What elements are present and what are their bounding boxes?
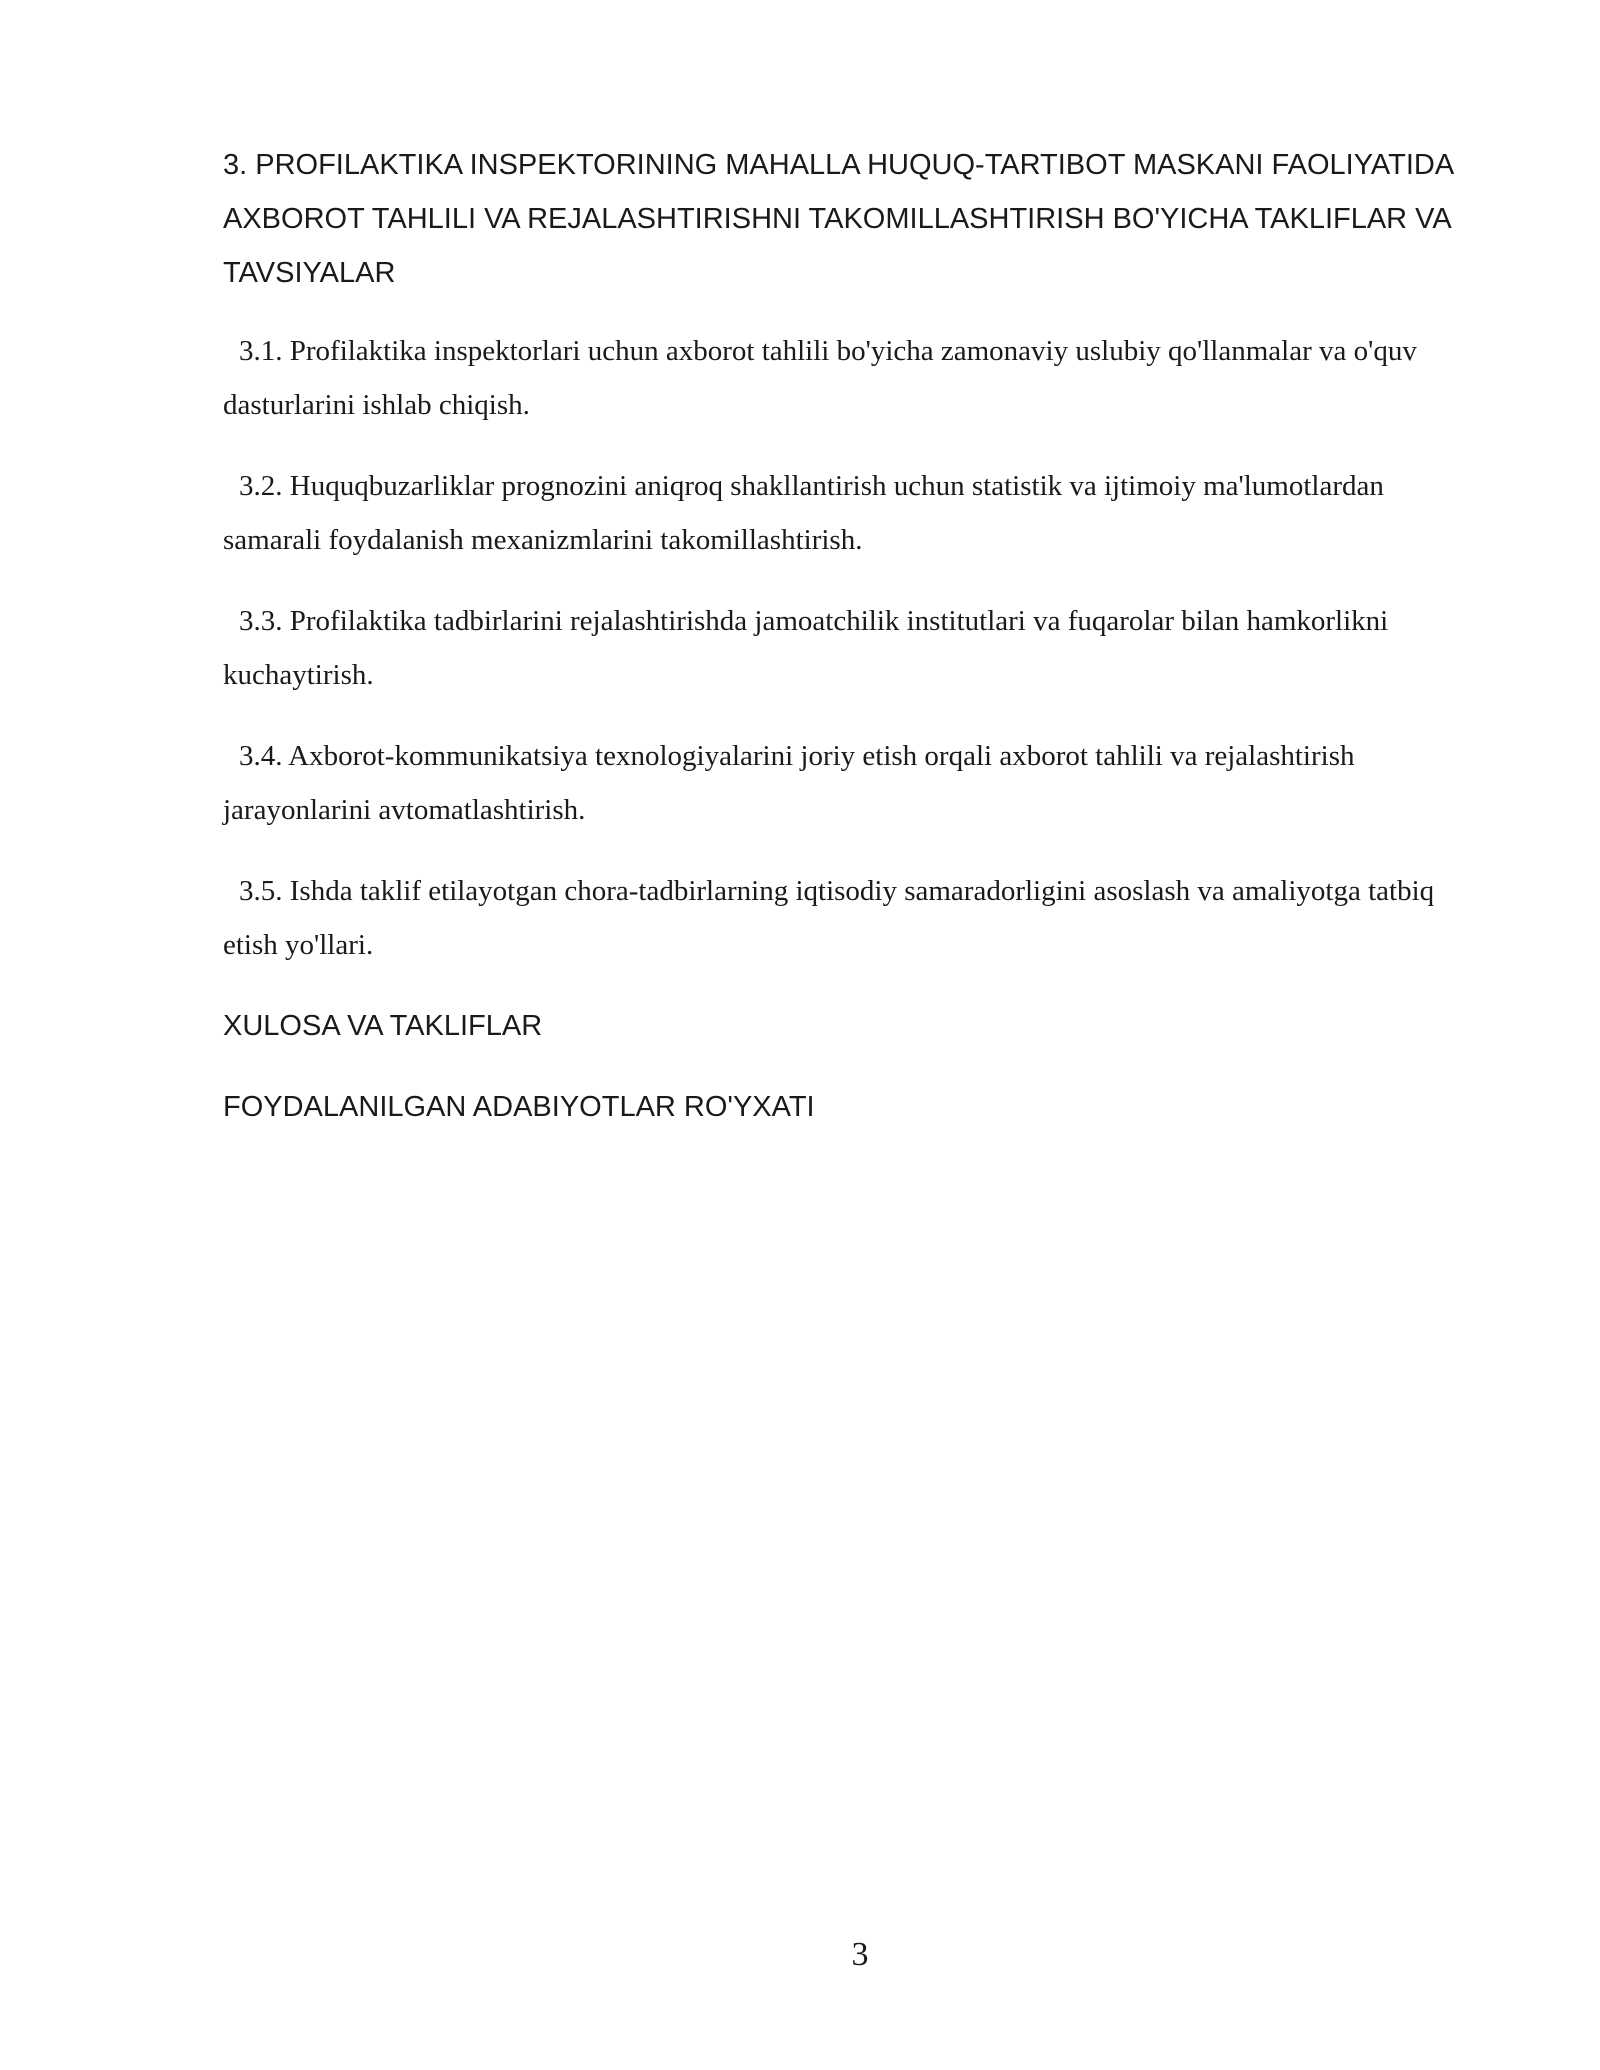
list-item-3-4: 3.4. Axborot-kommunikatsiya texnologiyalarini joriy etish orqali axborot tahlili va rejalashtirish jarayonlarini avtomatlashtirish. [223,740,1355,826]
list-item-3-1: 3.1. Profilaktika inspektorlari uchun axborot tahlili bo'yicha zamonaviy uslubiy qo'llanmalar va o'quv dasturlarini ishlab chiqish. [223,335,1417,421]
list-item-3-5: 3.5. Ishda taklif etilayotgan chora-tadbirlarning iqtisodiy samaradorligini asoslash va amaliyotga tatbiq etish yo'llari. [223,875,1435,961]
list-item-3-2: 3.2. Huquqbuzarliklar prognozini aniqroq shakllantirish uchun statistik va ijtimoiy ma'lumotlardan samarali foydalanish mexanizmlarini takomillashtirish. [223,470,1384,556]
references-heading: FOYDALANILGAN ADABIYOTLAR RO'YXATI [223,1091,815,1123]
section-heading: 3. PROFILAKTIKA INSPEKTORINING MAHALLA HUQUQ-TARTIBOT MASKANI FAOLIYATIDA AXBOROT TAHLILI VA REJALASHTIRISHNI TAKOMILLASHTIRISH BO'YICHA TAKLIFLAR VA TAVSIYALAR [223,149,1453,289]
page-content [223,138,1488,1161]
page-number: 3 [851,1936,869,1973]
list-item-3-3: 3.3. Profilaktika tadbirlarini rejalashtirishda jamoatchilik institutlari va fuqarolar bilan hamkorlikni kuchaytirish. [223,605,1389,691]
conclusion-heading: XULOSA VA TAKLIFLAR [223,1010,543,1042]
